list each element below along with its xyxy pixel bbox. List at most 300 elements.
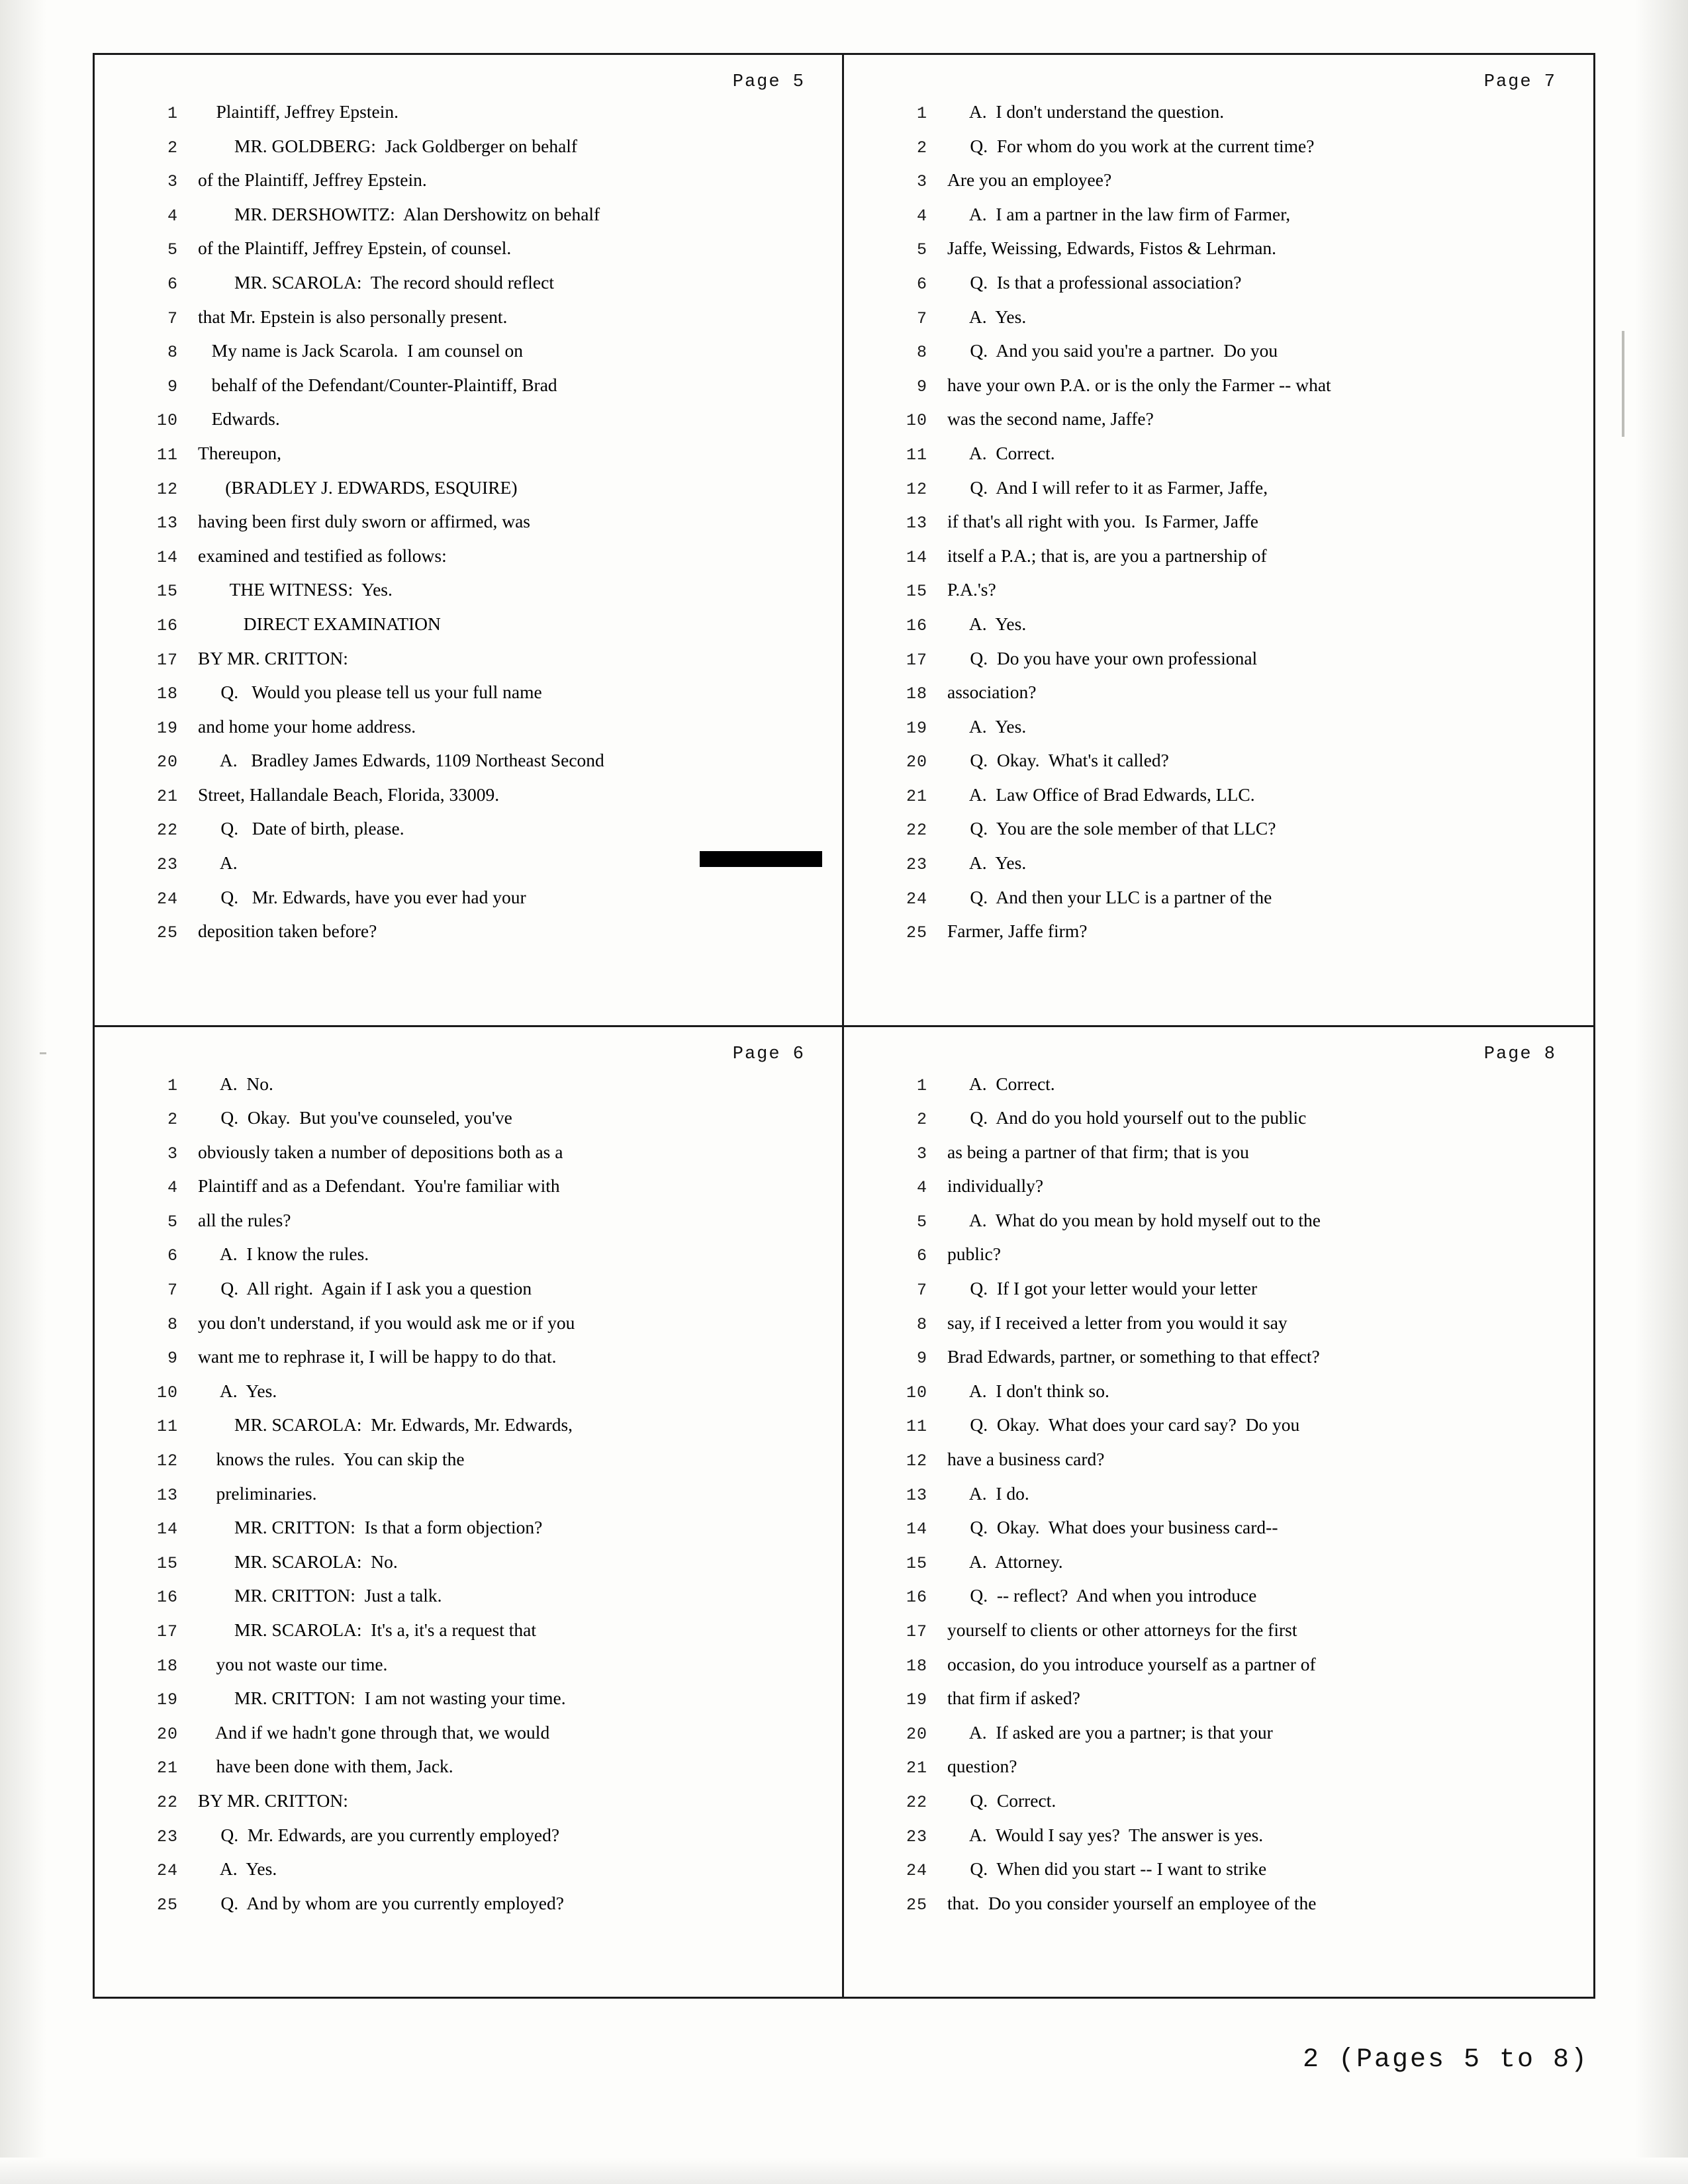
line-number: 6 [167,1246,178,1266]
line-number: 25 [906,923,927,943]
line-text: And if we hadn't gone through that, we would [198,1721,550,1743]
line-text: A. If asked are you a partner; is that your [947,1721,1273,1743]
transcript-line [115,750,822,784]
transcript-line [115,545,822,580]
transcript-line [115,204,822,238]
line-text: Q. And then your LLC is a partner of the [947,886,1272,907]
transcript-line [864,716,1573,751]
line-number: 5 [167,1212,178,1232]
line-number: 10 [156,411,178,431]
transcript-line [864,1585,1573,1619]
transcript-line [864,1722,1573,1756]
transcript-line [115,1858,822,1893]
transcript-line [115,511,822,545]
transcript-line [864,169,1573,204]
line-text: A. Yes. [947,852,1027,874]
line-number: 9 [916,377,927,396]
transcript-line [115,238,822,272]
transcript-line [864,306,1573,341]
line-number: 22 [906,1792,927,1812]
line-text: Edwards. [198,408,280,430]
line-text: and home your home address. [198,715,416,737]
line-number: 25 [156,1895,178,1915]
line-text: Plaintiff, Jeffrey Epstein. [198,101,399,122]
transcript-line [115,1517,822,1551]
line-text: Q. Okay. What does your card say? Do you [947,1414,1300,1435]
transcript-line [115,648,822,682]
transcript-line [864,1756,1573,1790]
line-number: 23 [156,1827,178,1846]
line-number: 10 [156,1383,178,1402]
line-text: Q. When did you start -- I want to strike [947,1858,1267,1880]
page-5-label: Page 5 [732,72,805,92]
line-number: 21 [906,1758,927,1778]
transcript-line [115,1893,822,1927]
transcript-line [115,1142,822,1176]
line-number: 3 [916,1144,927,1163]
line-text: Q. Okay. But you've counseled, you've [198,1107,512,1128]
line-number: 2 [167,138,178,158]
line-text: Q. Mr. Edwards, are you currently employed? [198,1824,560,1845]
line-text: Q. If I got your letter would your letter [947,1278,1258,1299]
transcript-line [864,1278,1573,1312]
transcript-row-top [95,55,1593,1027]
scan-edge-left [0,0,46,2184]
line-text: behalf of the Defendant/Counter-Plaintiff, Brad [198,374,557,395]
line-number: 23 [906,1827,927,1846]
line-number: 22 [156,821,178,841]
line-text: that. Do you consider yourself an employee of the [947,1892,1317,1913]
line-text: if that's all right with you. Is Farmer, Jaffe [947,511,1258,532]
line-number: 22 [906,821,927,841]
line-text: association? [947,682,1037,703]
line-number: 11 [906,445,927,465]
line-number: 19 [906,718,927,738]
line-number: 24 [906,889,927,909]
transcript-line [864,1858,1573,1893]
transcript-line [864,1483,1573,1518]
line-number: 18 [156,1656,178,1676]
transcript-line [115,1722,822,1756]
line-text: Q. And do you hold yourself out to the public [947,1107,1307,1128]
line-text: A. Yes. [198,1380,277,1401]
transcript-line [115,1278,822,1312]
line-number: 2 [916,1110,927,1130]
line-text: question? [947,1756,1017,1777]
line-number: 20 [156,1724,178,1744]
line-number: 16 [156,615,178,635]
line-number: 12 [156,1451,178,1471]
line-text: A. I do. [947,1482,1029,1504]
line-number: 12 [906,1451,927,1471]
line-text: obviously taken a number of depositions both as a [198,1141,563,1162]
transcript-line [864,648,1573,682]
transcript-line [864,1449,1573,1483]
line-number: 20 [906,752,927,772]
line-text: that firm if asked? [947,1688,1080,1709]
transcript-line [115,1551,822,1586]
transcript-line [864,204,1573,238]
transcript-line [115,1790,822,1825]
line-text: that Mr. Epstein is also personally present. [198,306,508,327]
transcript-line [115,716,822,751]
line-number: 9 [167,1349,178,1369]
line-number: 2 [167,1110,178,1130]
transcript-line [115,614,822,648]
line-text: A. I am a partner in the law firm of Farmer, [947,203,1291,224]
line-text: A. Would I say yes? The answer is yes. [947,1824,1264,1845]
scan-edge-bottom [0,2158,1688,2184]
line-text: MR. SCAROLA: Mr. Edwards, Mr. Edwards, [198,1414,573,1435]
line-number: 24 [156,1861,178,1881]
line-text: Jaffe, Weissing, Edwards, Fistos & Lehrman. [947,238,1277,259]
transcript-line [864,1381,1573,1415]
line-text: A. Bradley James Edwards, 1109 Northeast Second [198,750,604,771]
transcript-line [864,1825,1573,1859]
transcript-line [115,1654,822,1688]
line-text: A. Yes. [198,1858,277,1880]
line-number: 5 [916,1212,927,1232]
line-text: (BRADLEY J. EDWARDS, ESQUIRE) [198,477,518,498]
transcript-line [115,1312,822,1347]
transcript-line [864,1790,1573,1825]
transcript-line [864,887,1573,921]
line-text: knows the rules. You can skip the [198,1449,465,1470]
transcript-line [864,477,1573,512]
line-text: Q. Okay. What's it called? [947,750,1169,771]
line-text: deposition taken before? [198,921,377,942]
transcript-line [864,340,1573,375]
line-text: Q. Do you have your own professional [947,647,1258,668]
line-text: individually? [947,1175,1044,1197]
line-number: 2 [916,138,927,158]
transcript-line [864,408,1573,443]
line-text: DIRECT EXAMINATION [198,613,441,634]
transcript-line [115,1825,822,1859]
transcript-line [864,1346,1573,1381]
line-text: A. Correct. [947,442,1055,463]
line-number: 10 [906,1383,927,1402]
transcript-line [864,784,1573,819]
line-number: 18 [906,1656,927,1676]
transcript-line [115,1414,822,1449]
line-text: A. [198,852,238,874]
transcript-line [115,375,822,409]
transcript-line [115,1244,822,1278]
transcript-line [115,1756,822,1790]
transcript-line [115,1107,822,1142]
line-text: Q. And you said you're a partner. Do you [947,340,1278,361]
transcript-line [115,408,822,443]
line-text: A. I don't understand the question. [947,101,1225,122]
scan-edge-right [1635,0,1688,2184]
transcript-line [115,579,822,614]
line-number: 14 [906,1520,927,1539]
line-text: MR. DERSHOWITZ: Alan Dershowitz on behalf [198,203,600,224]
line-text: all the rules? [198,1209,291,1230]
line-text: A. No. [198,1073,273,1094]
transcript-line [864,375,1573,409]
line-text: Q. Okay. What does your business card-- [947,1517,1278,1538]
line-number: 24 [906,1861,927,1881]
line-text: Farmer, Jaffe firm? [947,921,1088,942]
line-number: 8 [167,343,178,363]
transcript-line [115,101,822,136]
line-text: Q. Mr. Edwards, have you ever had your [198,886,526,907]
line-text: Street, Hallandale Beach, Florida, 33009. [198,784,500,805]
line-text: A. I don't think so. [947,1380,1109,1401]
line-number: 6 [916,274,927,294]
transcript-line [115,272,822,306]
line-text: BY MR. CRITTON: [198,647,348,668]
transcript-line [864,579,1573,614]
transcript-row-bottom [95,1027,1593,1997]
line-number: 9 [167,377,178,396]
line-number: 14 [156,547,178,567]
line-number: 20 [156,752,178,772]
transcript-line [864,1210,1573,1244]
transcript-line [115,443,822,477]
page-7-panel [844,55,1593,1025]
line-number: 22 [156,1792,178,1812]
line-text: have been done with them, Jack. [198,1756,453,1777]
line-number: 19 [156,1690,178,1710]
redaction-bar [700,851,822,867]
line-text: Q. And by whom are you currently employed? [198,1892,564,1913]
scan-speck [40,1052,46,1054]
line-text: Q. You are the sole member of that LLC? [947,818,1276,839]
line-number: 3 [167,172,178,192]
line-text: Q. Correct. [947,1790,1056,1811]
page-6-panel [95,1027,844,1997]
line-number: 8 [916,1314,927,1334]
line-text: MR. CRITTON: I am not wasting your time. [198,1688,566,1709]
transcript-line [115,1346,822,1381]
page-5-lines [115,101,822,955]
transcript-line [864,1619,1573,1654]
page-7-label: Page 7 [1483,72,1556,92]
line-number: 10 [906,411,927,431]
line-number: 21 [906,786,927,806]
transcript-line [115,818,822,852]
line-number: 5 [916,240,927,260]
transcript-line [115,136,822,170]
line-number: 21 [156,1758,178,1778]
line-number: 18 [156,684,178,704]
line-number: 8 [916,343,927,363]
line-text: MR. SCAROLA: No. [198,1551,398,1572]
line-number: 16 [156,1588,178,1608]
line-text: Q. Date of birth, please. [198,818,404,839]
transcript-line [864,1175,1573,1210]
transcript-line [864,136,1573,170]
page-8-panel [844,1027,1593,1997]
line-text: Q. Is that a professional association? [947,271,1242,293]
page-6-lines [115,1073,822,1927]
line-number: 11 [156,1417,178,1437]
transcript-line [864,511,1573,545]
transcript-line [864,1312,1573,1347]
line-text: A. Attorney. [947,1551,1063,1572]
scan-speck [1622,331,1624,437]
line-number: 1 [167,104,178,123]
transcript-line [864,1107,1573,1142]
transcript-line [115,306,822,341]
line-number: 17 [906,650,927,670]
line-number: 24 [156,889,178,909]
line-text: say, if I received a letter from you would it say [947,1312,1288,1333]
line-number: 3 [916,172,927,192]
transcript-line [115,1619,822,1654]
line-text: have your own P.A. or is the only the Farmer -- what [947,374,1331,395]
line-number: 11 [906,1417,927,1437]
transcript-line [115,1483,822,1518]
line-text: yourself to clients or other attorneys for the first [947,1619,1297,1640]
line-text: occasion, do you introduce yourself as a partner of [947,1653,1316,1674]
line-number: 13 [906,514,927,533]
line-number: 25 [906,1895,927,1915]
line-number: 4 [167,206,178,226]
line-number: 25 [156,923,178,943]
line-text: A. Yes. [947,715,1027,737]
line-text: A. What do you mean by hold myself out to the [947,1209,1321,1230]
line-text: Q. For whom do you work at the current time? [947,135,1315,156]
line-number: 18 [906,684,927,704]
transcript-line [864,1893,1573,1927]
line-text: A. Correct. [947,1073,1055,1094]
transcript-line [115,921,822,955]
line-number: 4 [167,1178,178,1198]
transcript-line [115,1210,822,1244]
line-number: 5 [167,240,178,260]
line-text: public? [947,1244,1001,1265]
transcript-line [864,921,1573,955]
line-text: Are you an employee? [947,169,1112,191]
line-text: Thereupon, [198,442,281,463]
line-text: My name is Jack Scarola. I am counsel on [198,340,524,361]
line-number: 16 [906,615,927,635]
transcript-line [115,682,822,716]
transcript-line [115,784,822,819]
line-number: 17 [156,650,178,670]
line-text: MR. GOLDBERG: Jack Goldberger on behalf [198,135,578,156]
line-text: preliminaries. [198,1482,317,1504]
transcript-line [115,169,822,204]
line-number: 21 [156,786,178,806]
line-text: Q. Would you please tell us your full name [198,682,542,703]
transcript-line [115,1449,822,1483]
transcript-line [115,1073,822,1108]
line-number: 3 [167,1144,178,1163]
line-number: 20 [906,1724,927,1744]
line-number: 15 [906,582,927,602]
line-text: have a business card? [947,1449,1105,1470]
line-text: you not waste our time. [198,1653,388,1674]
transcript-line [115,1381,822,1415]
transcript-line [864,682,1573,716]
line-number: 11 [156,445,178,465]
line-number: 6 [916,1246,927,1266]
line-text: having been first duly sworn or affirmed, was [198,511,531,532]
transcript-line [115,1585,822,1619]
transcript-line [115,340,822,375]
transcript-line [864,545,1573,580]
line-number: 19 [906,1690,927,1710]
line-text: want me to rephrase it, I will be happy to do that. [198,1346,557,1367]
line-text: BY MR. CRITTON: [198,1790,348,1811]
transcript-line [864,818,1573,852]
transcript-line [115,887,822,921]
line-number: 17 [906,1622,927,1641]
line-number: 1 [916,104,927,123]
page-8-label: Page 8 [1483,1044,1556,1064]
line-number: 12 [906,479,927,499]
page-footer: 2 (Pages 5 to 8) [1302,2045,1589,2075]
line-text: MR. CRITTON: Just a talk. [198,1585,442,1606]
line-number: 14 [156,1520,178,1539]
line-text: Q. -- reflect? And when you introduce [947,1585,1257,1606]
line-number: 23 [156,855,178,875]
transcript-line [864,1244,1573,1278]
line-number: 9 [916,1349,927,1369]
line-text: you don't understand, if you would ask me or if you [198,1312,575,1333]
transcript-line [864,1688,1573,1722]
line-number: 13 [156,514,178,533]
transcript-line [864,1073,1573,1108]
line-number: 14 [906,547,927,567]
line-number: 7 [916,1281,927,1300]
line-text: itself a P.A.; that is, are you a partnership of [947,545,1267,566]
line-text: MR. SCAROLA: The record should reflect [198,271,554,293]
transcript-line [864,1414,1573,1449]
line-text: THE WITNESS: Yes. [198,579,393,600]
transcript-line [864,238,1573,272]
transcript-line [115,477,822,512]
line-number: 13 [906,1485,927,1505]
line-number: 15 [906,1553,927,1573]
transcript-line [864,1142,1573,1176]
line-number: 7 [916,308,927,328]
transcript-line [864,101,1573,136]
transcript-line [864,1551,1573,1586]
line-text: of the Plaintiff, Jeffrey Epstein, of counsel. [198,238,512,259]
line-text: P.A.'s? [947,579,996,600]
line-text: was the second name, Jaffe? [947,408,1154,430]
line-number: 8 [167,1314,178,1334]
line-number: 6 [167,274,178,294]
transcript-line [864,750,1573,784]
line-text: A. Yes. [947,613,1027,634]
transcript-line [864,443,1573,477]
line-text: MR. SCAROLA: It's a, it's a request that [198,1619,536,1640]
page-6-label: Page 6 [732,1044,805,1064]
line-text: MR. CRITTON: Is that a form objection? [198,1517,543,1538]
page-8-lines [864,1073,1573,1927]
transcript-line [115,1175,822,1210]
line-number: 15 [156,1553,178,1573]
transcript-line [864,852,1573,887]
line-number: 19 [156,718,178,738]
line-number: 7 [167,1281,178,1300]
line-number: 13 [156,1485,178,1505]
transcript-line [864,614,1573,648]
line-text: Plaintiff and as a Defendant. You're familiar with [198,1175,560,1197]
transcript-line-redacted [115,852,822,887]
line-number: 1 [916,1075,927,1095]
transcript-line [864,272,1573,306]
line-text: of the Plaintiff, Jeffrey Epstein. [198,169,427,191]
line-number: 4 [916,206,927,226]
